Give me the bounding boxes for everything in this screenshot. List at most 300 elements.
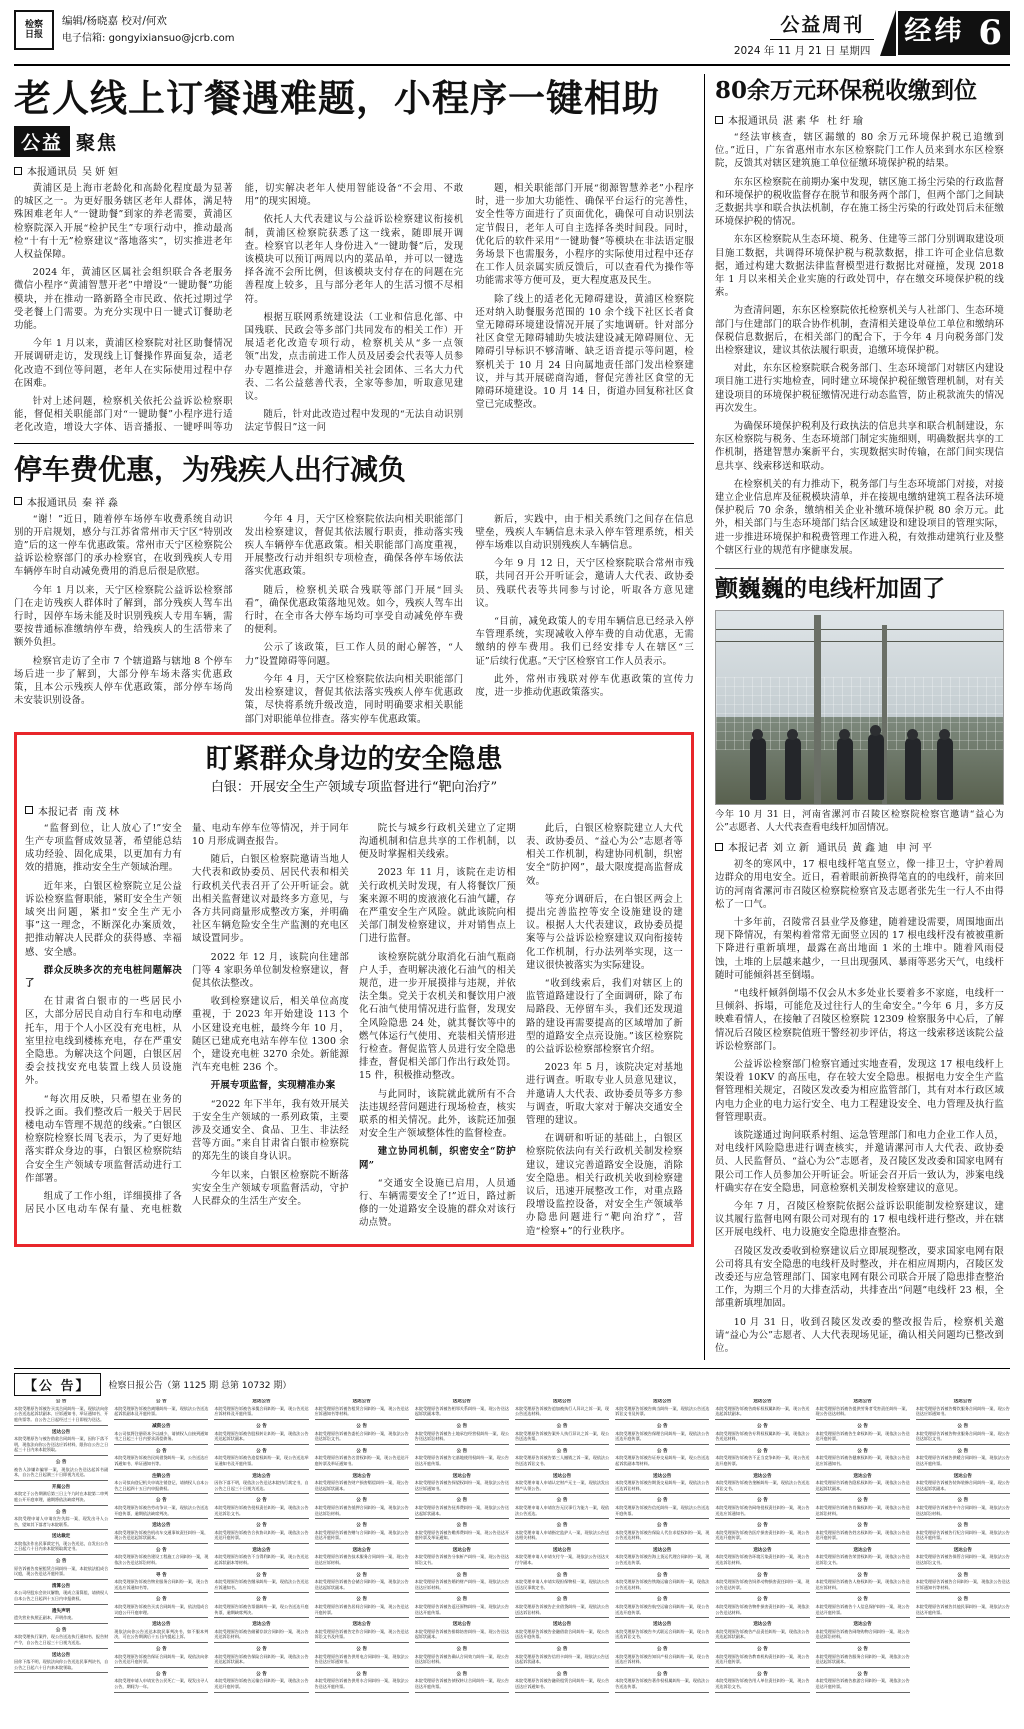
issue-date: 2024 年 11 月 21 日 星期四 bbox=[733, 45, 871, 57]
notice-divider bbox=[715, 1642, 809, 1643]
paragraph: 为查清问题，东东区检察院依托检察机关与人社部门、生态环境部门与住建部门的联合协作机制，查清相关建设单位工单位和缴纳环保税信息数据后，在相关部门的配合下，于今年 4 月向税务部门发出检察建议，建议其依法履行职责，追缴环境保护税。 bbox=[715, 305, 1004, 357]
notice-block-text: 本院受理原告诉被告生命权纠纷一案，现依法公告送达开庭传票。 bbox=[815, 1430, 910, 1442]
notice-block-text: 本公司拟将注册资本予以减少，请债权人自接到通知书之日起三十日内要求清偿债务。 bbox=[114, 1430, 209, 1442]
notice-block-title: 公 告 bbox=[656, 1647, 668, 1653]
notice-divider bbox=[415, 1493, 509, 1494]
notice-block-title: 公 告 bbox=[957, 1448, 969, 1454]
notice-block bbox=[14, 1653, 108, 1674]
notice-block bbox=[315, 1399, 409, 1420]
notice-block-text: 本院受理原告与被告借款合同纠纷一案，因你下落不明，现依法向你公告送达应诉材料，限你自公告之日起三十日内来本院领取。 bbox=[14, 1436, 109, 1453]
notice-block-title: 送达公告 bbox=[753, 1547, 772, 1553]
notice-block bbox=[515, 1647, 609, 1668]
notice-divider bbox=[615, 1692, 709, 1693]
notice-block bbox=[916, 1399, 1010, 1420]
notice-block bbox=[816, 1573, 910, 1594]
notice-divider bbox=[415, 1617, 509, 1618]
notice-block-title: 公 告 bbox=[857, 1572, 868, 1578]
square-bullet-icon bbox=[715, 843, 723, 851]
paragraph: 今年以来，白银区检察院不断落实安全生产领域专项监督活动，守护人民群众的生活生产安全。 bbox=[192, 1169, 349, 1207]
notice-block bbox=[615, 1424, 709, 1445]
paragraph: 此外，常州市残联对停车优惠政策的宣传力度，进一步推动优惠政策落实。 bbox=[475, 673, 694, 699]
notice-block bbox=[415, 1424, 509, 1445]
notice-block-title: 公 告 bbox=[757, 1572, 768, 1578]
notice-block-text: 本院受理原告诉被告案外人执行异议之诉一案，现公告送达传票。 bbox=[514, 1430, 610, 1442]
notice-block-title: 公 告 bbox=[356, 1448, 368, 1454]
paragraph: 与此同时，该院就此就所有不合法违规经营问题进行现场检查，核实联系的相关情况。此外，该院还加强对安全生产领域整体性的监督检查。 bbox=[359, 1088, 516, 1140]
byline-role: 本报记者 bbox=[728, 843, 768, 855]
notice-block-title: 公 告 bbox=[155, 1547, 167, 1553]
notice-block-title: 公 告 bbox=[256, 1498, 267, 1504]
notice-divider bbox=[114, 1642, 208, 1643]
notice-block-text: 本院受理原告诉被告离婚纠纷一案，现依法公告送达起诉状副本及开庭传票。 bbox=[114, 1405, 209, 1417]
notice-divider bbox=[916, 1543, 1010, 1544]
notice-block-title: 送达公告 bbox=[853, 1622, 872, 1628]
paragraph: 黄浦区是上海市老龄化和高龄化程度最为显著的城区之一。为更好服务辖区老年人群体，满足特殊困难老年人“一键助餐”到家的养老需要，黄浦区检察院深入开展“检护民生”专项行动中，推动最高检“十有十无”检察建议“落地落实”，切实推进老年人权益保障。 bbox=[14, 183, 233, 261]
notice-block-text: 本院受理原告诉被告提供劳务者受害责任纠纷一案，现公告送达材料。 bbox=[815, 1405, 910, 1417]
subsection-heading: 开展专项监督，实现精准办案 bbox=[210, 1080, 336, 1092]
notice-block bbox=[515, 1449, 609, 1470]
notice-block bbox=[415, 1597, 509, 1618]
notice-block bbox=[715, 1597, 809, 1618]
byline-role: 本报通讯员 bbox=[27, 497, 77, 509]
notice-block-title: 公 告 bbox=[155, 1399, 167, 1405]
notice-block-title: 公 告 bbox=[256, 1523, 267, 1529]
slash-shape-icon bbox=[880, 10, 896, 56]
notice-block bbox=[114, 1498, 208, 1519]
notice-block bbox=[415, 1399, 509, 1420]
notice-block-title: 公 告 bbox=[757, 1448, 768, 1454]
notice-block-text: 本院受理原告诉被告教育机构责任纠纷一案，现公告送达开庭传票。 bbox=[715, 1653, 810, 1665]
notice-block-title: 送达公告 bbox=[252, 1399, 271, 1405]
notice-divider bbox=[816, 1692, 910, 1693]
notice-block-text: 本院受理原告诉被告保险人代位求偿权纠纷一案，现公告送达材料。 bbox=[615, 1529, 710, 1541]
paragraph: 东东区检察院在前期办案中发现，辖区施工扬尘污染的行政监督和环境保护的税收监督存在脱节和服务两个部门，但两个部门之间缺乏数据共享和联合执法机制，存在施工扬尘污染的行政处罚后未征缴环境保护税的情况。 bbox=[715, 176, 1004, 228]
notice-block bbox=[615, 1647, 709, 1668]
notice-divider bbox=[114, 1617, 208, 1618]
paragraph: 对此，东东区检察院联合税务部门、生态环境部门对辖区内建设项目施工进行实地检查，同时建立环境保护税征缴管理机制，对有关建设项目的环境保护税征缴情况进行动态监管，防止税款流失的情况再次发生。 bbox=[715, 363, 1004, 414]
notice-block-title: 公 告 bbox=[656, 1671, 668, 1677]
photo-wire bbox=[716, 629, 1003, 630]
notice-block-title: 公 告 bbox=[556, 1523, 568, 1529]
notice-block-title: 公 告 bbox=[857, 1597, 868, 1603]
notice-block-text: 本院受理原告诉被告排除妨害纠纷一案，现公告送达起诉状副本。 bbox=[414, 1628, 509, 1640]
notice-block-text: 被告人涉嫌诈骗罪一案，现依法公告送达起诉书副本，自公告之日起满三十日即视为送达。 bbox=[14, 1466, 109, 1478]
notice-block-title: 公 告 bbox=[656, 1423, 668, 1429]
notice-divider bbox=[114, 1543, 208, 1544]
notice-block-title: 公 告 bbox=[356, 1647, 368, 1653]
notice-divider bbox=[14, 1672, 108, 1673]
notice-block-text: 本院受理申请人申请宣告公民死亡一案，现发出寻人公告，期间为一年。 bbox=[114, 1678, 209, 1689]
notice-divider bbox=[816, 1568, 910, 1569]
public-notices-section bbox=[14, 1368, 1010, 1729]
notice-divider bbox=[315, 1518, 409, 1519]
notice-block bbox=[515, 1573, 609, 1594]
notice-block-title: 送达公告 bbox=[552, 1547, 572, 1553]
notice-block bbox=[415, 1573, 509, 1594]
notice-block-title: 公 告 bbox=[356, 1498, 368, 1504]
notice-block-text: 本院受理原告诉被告第三人撤销之诉一案，现依法公告送达诉讼文书。 bbox=[514, 1455, 610, 1466]
notice-block-text: 本院受理申请人申请支付令一案，现依法公告送达支付令副本。 bbox=[514, 1554, 610, 1566]
photo-person bbox=[750, 738, 766, 800]
notice-block bbox=[715, 1498, 809, 1519]
notice-divider bbox=[214, 1617, 308, 1618]
notice-divider bbox=[415, 1568, 509, 1569]
notice-block bbox=[615, 1548, 709, 1569]
notice-divider bbox=[315, 1667, 409, 1668]
notice-divider bbox=[515, 1444, 609, 1445]
section-banner bbox=[880, 10, 1010, 56]
notice-block-text: 本院受理原告诉被告债权转让合同纠纷一案，现公告送达开庭传票。 bbox=[414, 1678, 509, 1689]
notice-block-text: 本院受理原告诉被告继承纠纷一案，现依法公告送达应诉通知书。 bbox=[214, 1579, 309, 1590]
logo-line-1: 检察 bbox=[24, 20, 43, 30]
notice-divider bbox=[816, 1444, 910, 1445]
notice-divider bbox=[214, 1469, 308, 1470]
notice-block bbox=[315, 1647, 409, 1668]
paragraph: 召陵区发改委收到检察建议后立即展现整改，要求国家电网有限公司将具有安全隐患的电线杆及时整改，并在相应周期内，召陵区发改委还与应急管理部门、国家电网有限公司联合开展了隐患排查整治工作，为期三个月的大排查活动，共排查出“问题”电线杆 23 根，全部重新填埋加固。 bbox=[715, 1245, 1004, 1310]
notice-block-text: 本院受理原告诉被告供用电合同纠纷一案，现依法公告送达应诉通知书。 bbox=[314, 1653, 409, 1665]
notice-block bbox=[14, 1485, 108, 1506]
notice-block-text: 本院受理原告诉被告环境污染责任纠纷一案，现公告送达诉讼材料。 bbox=[715, 1554, 810, 1566]
notice-block-title: 送达公告 bbox=[152, 1523, 171, 1529]
notice-block-title: 公 告 bbox=[55, 1559, 67, 1565]
byline-role: 本报通讯员 bbox=[27, 167, 77, 178]
notice-divider bbox=[816, 1419, 910, 1420]
square-bullet-icon bbox=[715, 116, 723, 124]
notice-block-text: 本院受理原告诉被告中介合同纠纷一案，现依法公告送达诉讼材料。 bbox=[915, 1504, 1010, 1516]
notice-divider bbox=[214, 1592, 308, 1593]
notice-block bbox=[415, 1474, 509, 1495]
paragraph: 针对上述问题，检察机关依托公益诉讼检察职能，督促相关职能部门对“一键助餐”小程序进行适老化改造，增设大字体、语音播报、一键呼叫等功能，切实解决老年人使用智能设备“不会用、不敢用”的现实困境。 bbox=[14, 183, 464, 434]
notice-block-text: 本院受理申请人申请宣告无民事行为能力一案，现依法公告送达。 bbox=[514, 1504, 610, 1516]
focus-badge-primary: 公益 bbox=[14, 126, 70, 157]
notice-block-title: 公 告 bbox=[757, 1671, 768, 1677]
paragraph: 今年 9 月 12 日，天宁区检察院联合常州市残联，共同召开公开听证会，邀请人大代表、政协委员、残联代表等共同参与讨论，听取各方意见建议。 bbox=[475, 558, 694, 609]
notice-divider bbox=[715, 1543, 809, 1544]
byline-name-2: 黄鑫迪 bbox=[852, 843, 891, 855]
notice-block bbox=[315, 1449, 409, 1470]
notice-divider bbox=[315, 1617, 409, 1618]
paragraph: 10 月 31 日，收到召陵区发改委的整改报告后，检察机关邀请“益心为公”志愿者、人大代表现场见证，确认相关问题均已整改到位。 bbox=[715, 1316, 1004, 1354]
notice-block-title: 公 告 bbox=[656, 1498, 668, 1504]
notice-block-title: 公 告 bbox=[456, 1671, 468, 1677]
byline-name-1: 刘立新 bbox=[773, 843, 812, 855]
notice-divider bbox=[114, 1692, 208, 1693]
notice-block-text: 本院受理原告诉被告居间合同纠纷一案，现公告送达开庭传票。 bbox=[314, 1604, 409, 1615]
byline-role-2: 通讯员 bbox=[817, 843, 847, 855]
notice-divider bbox=[214, 1692, 308, 1693]
notice-block bbox=[214, 1474, 308, 1495]
notice-block-text: 本院受理原告诉被告餐饮服务合同纠纷一案，现公告送达应诉通知书。 bbox=[915, 1405, 1010, 1417]
notice-divider bbox=[715, 1592, 809, 1593]
notice-divider bbox=[715, 1692, 809, 1693]
notice-block bbox=[515, 1548, 609, 1569]
headline-parking-discount: 停车费优惠，为残疾人出行减负 bbox=[14, 452, 407, 486]
notice-block-text: 本院受理原告诉被告供暖合同纠纷一案，现依法公告送达开庭传票。 bbox=[915, 1455, 1010, 1466]
notice-block bbox=[14, 1510, 108, 1531]
notice-divider bbox=[415, 1667, 509, 1668]
byline-env-tax bbox=[715, 112, 1004, 127]
notice-divider bbox=[515, 1592, 609, 1593]
paragraph: 2022 年 12 月，该院向住建部门等 4 家职务单位制发检察建议，督促其依法整改。 bbox=[192, 951, 349, 989]
notice-block bbox=[14, 1430, 108, 1456]
notice-divider bbox=[14, 1554, 108, 1555]
notice-block-title: 公 告 bbox=[957, 1523, 969, 1529]
notice-block-text: 本院受理原告诉被告抵押合同纠纷一案，现依法公告送达诉讼材料。 bbox=[314, 1504, 409, 1516]
notice-block-text: 本院受理原告诉被告不正当竞争纠纷一案，现公告送达开庭传票。 bbox=[715, 1455, 810, 1466]
notice-block bbox=[715, 1424, 809, 1445]
notice-divider bbox=[415, 1518, 509, 1519]
paragraph: 组成了工作小组，详细摸排了各居民小区电动车保有量、充电桩数量、电动车停车位等情况，并于同年 10 月形成调查报告。 bbox=[25, 822, 349, 1216]
notice-divider bbox=[816, 1543, 910, 1544]
notice-block-text: 本院受理原告诉被告饲养动物损害责任纠纷一案，现公告送达传票。 bbox=[715, 1579, 810, 1590]
notice-divider bbox=[615, 1617, 709, 1618]
notice-block bbox=[816, 1498, 910, 1519]
masthead-right bbox=[734, 10, 1010, 60]
notice-block bbox=[615, 1622, 709, 1643]
notice-divider bbox=[114, 1568, 208, 1569]
paragraph: 公示了该政策，巨工作人员的耐心解答，“人力”设置障碍等问题。 bbox=[244, 642, 464, 667]
notice-block-title: 公 告 bbox=[456, 1597, 468, 1603]
notice-block-title: 公 告 bbox=[857, 1448, 868, 1454]
notice-block-text: 本院受理原告诉被告企业借贷纠纷一案，现依法公告送达诉讼材料。 bbox=[514, 1604, 610, 1615]
notice-block bbox=[515, 1523, 609, 1544]
notice-block bbox=[515, 1597, 609, 1618]
paragraph: 2023 年 5 月，该院决定对基地进行调查。听取专业人员意见建议，并邀请人大代表、政协委员等多方参与调查，听取大家对于解决交通安全管理的建议。 bbox=[526, 1062, 683, 1126]
notice-block-text: 本院受理原告诉被告装饰装修合同纠纷一案，现公告送达起诉状副本。 bbox=[915, 1480, 1010, 1491]
notice-block-title: 送达公告 bbox=[653, 1473, 672, 1479]
square-bullet-icon bbox=[14, 497, 22, 505]
notice-block-text: 本院受理原告诉被告票据纠纷一案，现公告送达开庭传票，逾期缺席判决。 bbox=[214, 1604, 309, 1615]
byline-online-meal bbox=[14, 163, 694, 178]
notice-block bbox=[214, 1424, 308, 1445]
notice-block-text: 本院受理原告诉被告医疗损害责任纠纷一案，现公告送达开庭传票。 bbox=[715, 1529, 810, 1541]
byline-name-2: 杜纡瑜 bbox=[827, 116, 866, 127]
notice-block bbox=[114, 1424, 208, 1445]
headline-safety-hazards: 盯紧群众身边的安全隐患 bbox=[205, 743, 503, 775]
notice-divider bbox=[916, 1518, 1010, 1519]
notices-header bbox=[14, 1373, 1010, 1396]
notice-block bbox=[715, 1647, 809, 1668]
notice-block bbox=[214, 1647, 308, 1668]
notice-divider bbox=[615, 1543, 709, 1544]
byline-safety bbox=[25, 803, 683, 818]
notice-block bbox=[14, 1584, 108, 1605]
notice-divider bbox=[415, 1444, 509, 1445]
notice-divider bbox=[715, 1419, 809, 1420]
notice-divider bbox=[214, 1543, 308, 1544]
notice-divider bbox=[816, 1667, 910, 1668]
notice-block-text: 本院受理原告诉被告知识产权合同纠纷一案，现公告送达应诉材料。 bbox=[615, 1653, 710, 1665]
body-area bbox=[14, 74, 1010, 1360]
notice-block-text: 本院受理原告诉被告隐私权纠纷一案，现依法公告送达起诉状副本。 bbox=[815, 1480, 910, 1491]
notice-divider bbox=[415, 1469, 509, 1470]
notice-block-title: 公 告 bbox=[256, 1671, 267, 1677]
notice-block-title: 公 告 bbox=[757, 1423, 768, 1429]
notice-block-title: 公 告 bbox=[456, 1448, 468, 1454]
notice-divider bbox=[615, 1568, 709, 1569]
notice-divider bbox=[715, 1469, 809, 1470]
notice-block bbox=[315, 1424, 409, 1445]
notice-block-text: 本院受理原告诉被告侵权责任纠纷一案，现依法公告送达诉讼文书。 bbox=[214, 1504, 309, 1516]
notice-block-text: 本院受理原告诉被告机动车交通事故责任纠纷一案，现公告送达起诉状副本。 bbox=[114, 1529, 209, 1541]
notice-block bbox=[916, 1523, 1010, 1544]
notice-divider bbox=[214, 1518, 308, 1519]
notice-block bbox=[114, 1399, 208, 1420]
paragraph: 随后，白银区检察院邀请当地人大代表和政协委员、居民代表和相关行政机关代表召开了公开听证会。就出相关监督建议对最终多方意见，与各方共同商量形成整改方案，并明确社区车辆危险安全生产监测的充电区域设置同步。 bbox=[192, 854, 349, 945]
notice-block-text: 本院受理原告诉被告储蓄存款合同纠纷一案，现公告送达诉讼材料。 bbox=[214, 1628, 309, 1640]
notice-block bbox=[415, 1647, 509, 1668]
notice-divider bbox=[515, 1617, 609, 1618]
highlighted-article bbox=[14, 732, 694, 1247]
notice-block-title: 送达公告 bbox=[853, 1473, 872, 1479]
notice-block-text: 本院受理原告诉被告健康权纠纷一案，现依法公告送达应诉通知书。 bbox=[815, 1455, 910, 1466]
email-label: 电子信箱: bbox=[62, 33, 106, 44]
notice-block-text: 本院受理原告诉被告物业服务合同纠纷一案，现公告送达应诉通知书等。 bbox=[114, 1579, 209, 1590]
notice-block-title: 公 告 bbox=[757, 1597, 768, 1603]
masthead bbox=[14, 10, 1010, 66]
headline-env-tax: 80余万元环保税收缴到位 bbox=[715, 77, 978, 104]
notice-divider bbox=[515, 1568, 609, 1569]
notice-divider bbox=[114, 1518, 208, 1519]
notice-block bbox=[816, 1548, 910, 1569]
notice-divider bbox=[114, 1592, 208, 1593]
photo-person bbox=[937, 738, 953, 800]
paragraph: 在检察机关的有力推动下，税务部门与生态环境部门对接，对接建立企业信息库及征税模块清单，并在接规电缴纳建筑工程各法环境保护税后 70 余条，缴纳相关企业补缴环境保护税 80 余万元。此外，相关部门与生态环境部门结合区域建设和建设项目的管理实际，进一步推进环境保护和税费管理工作进入税，有效推动建筑行业及整个辖区行业的规范有序健康发展。 bbox=[715, 478, 1004, 556]
notice-block bbox=[415, 1498, 509, 1519]
notice-block-text: 本院受理原告诉被告买卖合同纠纷一案，依法组成合议庭公开开庭审理。 bbox=[114, 1604, 209, 1615]
notice-block bbox=[114, 1622, 208, 1643]
notice-block bbox=[515, 1399, 609, 1420]
notice-divider bbox=[715, 1568, 809, 1569]
notice-divider bbox=[615, 1592, 709, 1593]
notice-divider bbox=[415, 1543, 509, 1544]
notice-block-text: 本院受理原告诉被告建设工程施工合同纠纷一案，现依法公告送达诉讼材料。 bbox=[114, 1554, 209, 1566]
notice-block bbox=[214, 1449, 308, 1470]
notice-block-title: 送达公告 bbox=[452, 1622, 472, 1628]
notice-block bbox=[515, 1424, 609, 1445]
notice-block-text: 本院受理原告诉被告旅游合同纠纷一案，现依法公告送达开庭传票。 bbox=[815, 1678, 910, 1689]
photo-utility-pole bbox=[814, 615, 821, 804]
subsection-heading: 建立协同机制，织密安全“防护网” bbox=[359, 1146, 516, 1171]
notice-block-text: 本院受理原告诉被告定作合同纠纷一案，现公告送达诉讼文书及传票。 bbox=[314, 1628, 409, 1640]
notice-block-text: 本院受理原告诉被告民间借贷纠纷一案，公告送达应诉通知书、举证通知书等。 bbox=[114, 1455, 209, 1466]
paragraph: “交通安全设施已启用，人员通行、车辆需要安全了!”近日，路过新修的一处道路安全设施的群众对该行动点赞。 bbox=[359, 1177, 516, 1229]
notice-block bbox=[615, 1523, 709, 1544]
notice-divider bbox=[315, 1568, 409, 1569]
notice-block bbox=[615, 1449, 709, 1470]
byline-parking bbox=[14, 494, 694, 509]
notice-block-title: 公 告 bbox=[556, 1448, 568, 1454]
notice-block-text: 本院受理原告诉被告金融借款合同纠纷一案，现公告送达开庭传票。 bbox=[514, 1628, 610, 1640]
byline-role: 本报记者 bbox=[38, 806, 78, 818]
notice-block bbox=[515, 1474, 609, 1495]
notice-block bbox=[214, 1399, 308, 1420]
notice-block-title: 寻 告 bbox=[155, 1572, 167, 1578]
editor-line: 编辑/杨晓嘉 校对/何欢 bbox=[62, 15, 167, 27]
notice-block bbox=[315, 1622, 409, 1643]
paragraph: 院长与城乡行政机关建立了定期沟通机制和信息共享的工作机制，以便及时掌握相关线索。 bbox=[359, 822, 516, 861]
notice-block bbox=[715, 1672, 809, 1693]
notice-block-title: 公 告 bbox=[256, 1448, 267, 1454]
notice-block-text: 本院受理原告诉被告合同纠纷一案，现依法公告送达应诉通知书等材料。 bbox=[915, 1579, 1010, 1590]
focus-badge bbox=[14, 126, 694, 157]
notice-block bbox=[615, 1474, 709, 1495]
notice-block bbox=[315, 1672, 409, 1693]
paragraph: 今年 7 月，召陵区检察院依据公益诉讼职能制发检察建议，建议其履行监督电网有限公司对现有的 17 根电线杆进行整改，并在辖区开展电线杆、电力设施安全隐患排查整治。 bbox=[715, 1200, 1004, 1239]
notice-block-text: 本院受理原告诉被告赠与合同纠纷一案，现依法公告送达开庭传票。 bbox=[314, 1529, 409, 1541]
notice-block-text: 本院受理原告诉被告承揽合同纠纷一案，现公告送达应诉材料及开庭传票。 bbox=[214, 1405, 309, 1417]
article-online-meal-body bbox=[14, 182, 694, 435]
notice-block-text: 本院受理原告诉被告抚养费纠纷一案，现依法公告送达起诉状副本。 bbox=[414, 1504, 509, 1516]
notice-block-text: 原告诉被告房屋租赁合同纠纷一案，本院依法组成合议庭，现公告送达开庭传票。 bbox=[14, 1565, 109, 1577]
left-section bbox=[14, 74, 694, 1360]
notice-block bbox=[515, 1498, 609, 1519]
photo-person bbox=[785, 738, 801, 800]
notice-block-title: 送达公告 bbox=[352, 1547, 371, 1553]
notice-block-title: 公 告 bbox=[556, 1647, 568, 1653]
notice-block-text: 本院受理原告诉被告仓储合同纠纷一案，现依法公告送达起诉状副本。 bbox=[314, 1579, 409, 1590]
notice-divider bbox=[615, 1518, 709, 1519]
notice-block-title: 公 告 bbox=[155, 1448, 167, 1454]
notice-block-title: 开庭公告 bbox=[51, 1484, 71, 1490]
notice-block-text: 本院受理原告诉被告追偿权纠纷一案，现公告送达举证通知书及开庭传票。 bbox=[214, 1455, 309, 1466]
notice-block-title: 公 告 bbox=[656, 1523, 668, 1529]
notice-block-text: 本院受理原告诉被告宅基地使用权纠纷一案，现公告送达开庭传票。 bbox=[414, 1455, 509, 1466]
paragraph: 今年 4 月，天宁区检察院依法向相关职能部门发出检察建议，督促其依法落实残疾人停车优惠政策，尽快将系统升级改造，同时明确要求相关职能部门对职能单位排查。落实停车优惠政策。 bbox=[244, 673, 464, 725]
paragraph: 为确保环境保护税利及行政执法的信息共享和联合机制建设，东东区检察院与税务、生态环境部门制定实施细则，明确数据共享的工作机制，搭建智慧办案新平台，实现数据实时传输，在部门间实现信息共享、线索移送和联动。 bbox=[715, 421, 1004, 472]
notice-block-title: 送达公告 bbox=[252, 1547, 271, 1553]
notice-divider bbox=[14, 1480, 108, 1481]
notice-block-title: 公 告 bbox=[857, 1523, 868, 1529]
notice-divider bbox=[214, 1419, 308, 1420]
paragraph: 十多年前，召陵常召县业学及修建，随着建设需要，周围地面出现下降情况，有架构着常常无面竖立因的 17 根电线杆没有被被重新下降进行重新填埋，最露在高出地面 1 米的土堆中。随着风雨侵蚀，土堆的上层越来越少，一旦出现强风、暴雨等恶劣天气，电线杆随时可能倾斜甚至倒塌。 bbox=[715, 916, 1004, 981]
article-env-tax-body bbox=[715, 131, 1004, 562]
notice-block-text: 本院受理原告诉被告人格权纠纷一案，现依法公告送达应诉材料。 bbox=[815, 1579, 910, 1590]
paragraph: 今年 4 月，天宁区检察院依法向相关职能部门发出检察建议，督促其依法履行职责，推动落实残疾人车辆停车优惠政策。相关职能部门高度重视，开展整改行动并组织专项检查，确保各停车场依法落实优惠政策。 bbox=[244, 513, 464, 578]
notice-divider bbox=[14, 1455, 108, 1456]
section-divider bbox=[715, 568, 1004, 569]
notice-block-title: 送达公告 bbox=[252, 1622, 271, 1628]
notice-block-title: 公 告 bbox=[857, 1498, 868, 1504]
byline-role: 本报通讯员 bbox=[728, 116, 778, 127]
notice-block-text: 本院受理原告诉被告海上货运代理合同纠纷一案，现公告送达传票。 bbox=[615, 1554, 710, 1566]
notice-block-title: 送达公告 bbox=[552, 1473, 572, 1479]
notice-block-text: 本院受理原告诉被告荣誉权纠纷一案，现依法公告送达诉讼文书。 bbox=[815, 1554, 910, 1566]
publication-logo bbox=[14, 10, 54, 50]
notice-divider bbox=[315, 1419, 409, 1420]
notice-block-title: 公 告 bbox=[556, 1498, 568, 1504]
notice-block bbox=[816, 1672, 910, 1693]
notice-block bbox=[816, 1622, 910, 1643]
notice-block bbox=[615, 1573, 709, 1594]
article-safety-body bbox=[25, 822, 683, 1238]
notice-block-text: 本院受理原告诉被告物业服务合同纠纷一案，现公告送达诉讼文书。 bbox=[915, 1430, 1010, 1442]
notice-block-title: 公 告 bbox=[957, 1498, 969, 1504]
notice-divider bbox=[214, 1642, 308, 1643]
notice-block-title: 送达公告 bbox=[953, 1547, 972, 1553]
notice-block-title: 公 告 bbox=[55, 1509, 67, 1515]
email-address: gongyixiansuo@jcrb.com bbox=[108, 33, 235, 44]
notice-block bbox=[615, 1597, 709, 1618]
notice-divider bbox=[715, 1493, 809, 1494]
notice-block-title: 公 告 bbox=[356, 1572, 368, 1578]
notice-block-title: 公 告 bbox=[757, 1498, 768, 1504]
notice-block bbox=[615, 1399, 709, 1420]
notice-divider bbox=[916, 1568, 1010, 1569]
notice-divider bbox=[816, 1469, 910, 1470]
notice-divider bbox=[515, 1642, 609, 1643]
paragraph: 公益诉讼检察部门检察官通过实地查看，发现这 17 根电线杆上架设着 10KV 的高压电，存在较大安全隐患。根据电力安全生产监督管理相关规定，召陵区发改委为相应监管部门，其有对本行政区域内电力企业的电力运行安全、电力工程建设安全、电力管理及执行监督管理职责。 bbox=[715, 1058, 1004, 1123]
